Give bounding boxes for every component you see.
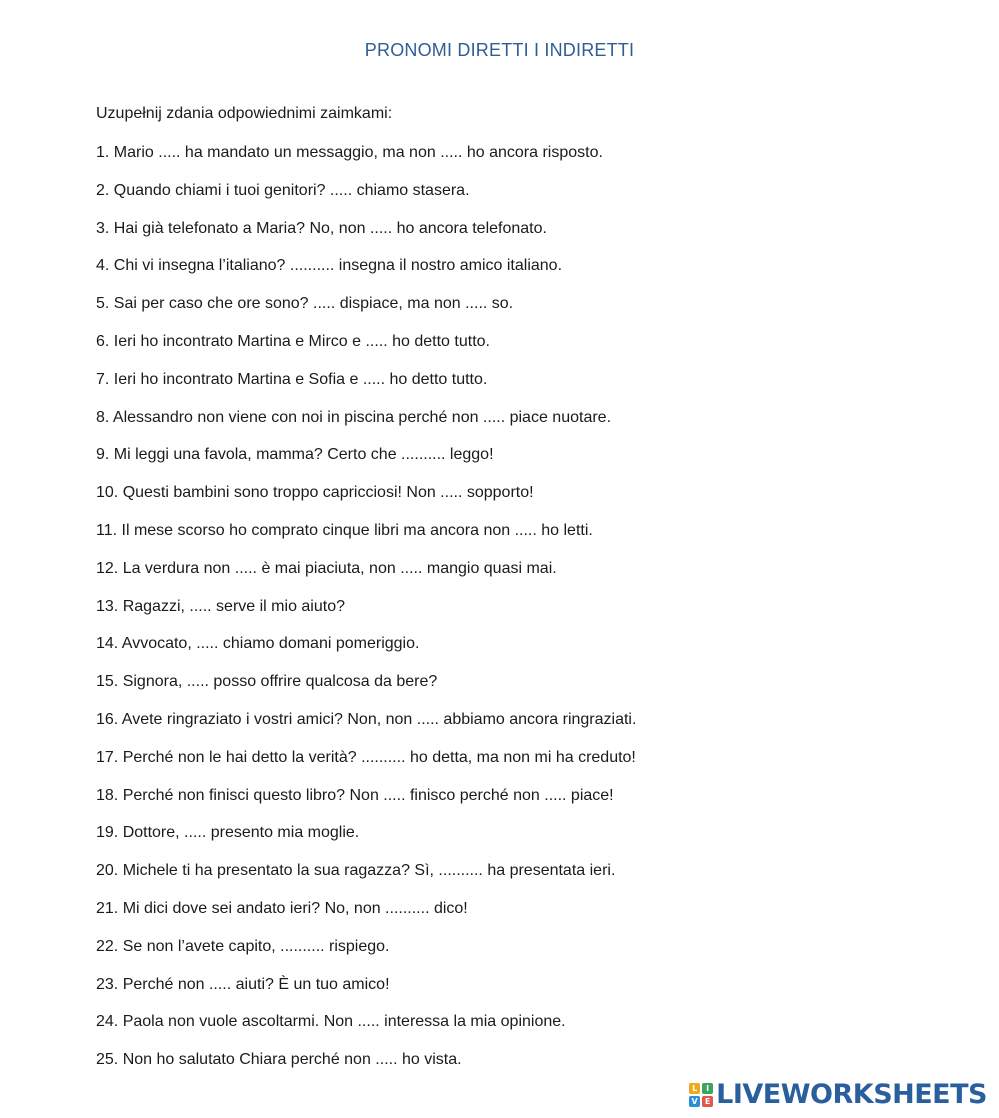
exercise-item: 15. Signora, ..... posso offrire qualcosa da bere? [96, 673, 438, 691]
exercise-item: 3. Hai già telefonato a Maria? No, non ..... ho ancora telefonato. [96, 219, 547, 237]
exercise-item: 12. La verdura non ..... è mai piaciuta, non ..... mangio quasi mai. [96, 559, 557, 577]
exercise-item: 8. Alessandro non viene con noi in piscina perché non ..... piace nuotare. [96, 408, 612, 426]
exercise-item: 21. Mi dici dove sei andato ieri? No, non .......... dico! [96, 899, 468, 917]
exercise-item: 7. Ieri ho incontrato Martina e Sofia e ..... ho detto tutto. [96, 370, 488, 388]
logo-tile: E [702, 1096, 713, 1107]
exercise-item: 6. Ieri ho incontrato Martina e Mirco e ..... ho detto tutto. [96, 332, 490, 350]
exercise-item: 4. Chi vi insegna l’italiano? .......... insegna il nostro amico italiano. [96, 257, 563, 275]
exercise-item: 2. Quando chiami i tuoi genitori? ..... chiamo stasera. [96, 181, 470, 199]
exercise-item: 1. Mario ..... ha mandato un messaggio, ma non ..... ho ancora risposto. [96, 144, 603, 161]
logo-tile: L [689, 1083, 700, 1094]
exercise-item: 5. Sai per caso che ore sono? ..... dispiace, ma non ..... so. [96, 295, 514, 313]
exercise-item: 24. Paola non vuole ascoltarmi. Non ..... interessa la mia opinione. [96, 1013, 566, 1031]
logo-tile: I [702, 1083, 713, 1094]
exercise-list [96, 142, 636, 1087]
exercise-item: 14. Avvocato, ..... chiamo domani pomeriggio. [96, 635, 420, 653]
exercise-item: 20. Michele ti ha presentato la sua ragazza? Sì, .......... ha presentata ieri. [96, 862, 616, 880]
logo-tile: V [689, 1096, 700, 1107]
page-title: PRONOMI DIRETTI I INDIRETTI [364, 40, 635, 60]
exercise-item: 25. Non ho salutato Chiara perché non ..... ho vista. [96, 1051, 462, 1069]
liveworksheets-logo-icon [689, 1083, 713, 1107]
exercise-item: 19. Dottore, ..... presento mia moglie. [96, 824, 360, 842]
exercise-item: 9. Mi leggi una favola, mamma? Certo che .......... leggo! [96, 446, 494, 464]
exercise-item: 23. Perché non ..... aiuti? È un tuo amico! [96, 975, 390, 993]
exercise-item: 16. Avete ringraziato i vostri amici? Non, non ..... abbiamo ancora ringraziati. [96, 710, 637, 728]
exercise-item: 17. Perché non le hai detto la verità? .......... ho detta, ma non mi ha creduto! [96, 748, 636, 766]
liveworksheets-brand[interactable] [689, 1079, 987, 1110]
instructions-text: Uzupełnij zdania odpowiednimi zaimkami: [96, 105, 393, 122]
exercise-item: 10. Questi bambini sono troppo capricciosi! Non ..... sopporto! [96, 484, 534, 502]
exercise-item: 13. Ragazzi, ..... serve il mio aiuto? [96, 597, 345, 615]
exercise-item: 22. Se non l’avete capito, .......... rispiego. [96, 937, 390, 955]
exercise-item: 11. Il mese scorso ho comprato cinque libri ma ancora non ..... ho letti. [96, 521, 593, 539]
brand-name: LIVEWORKSHEETS [716, 1079, 987, 1110]
exercise-item: 18. Perché non finisci questo libro? Non ..... finisco perché non ..... piace! [96, 786, 614, 804]
